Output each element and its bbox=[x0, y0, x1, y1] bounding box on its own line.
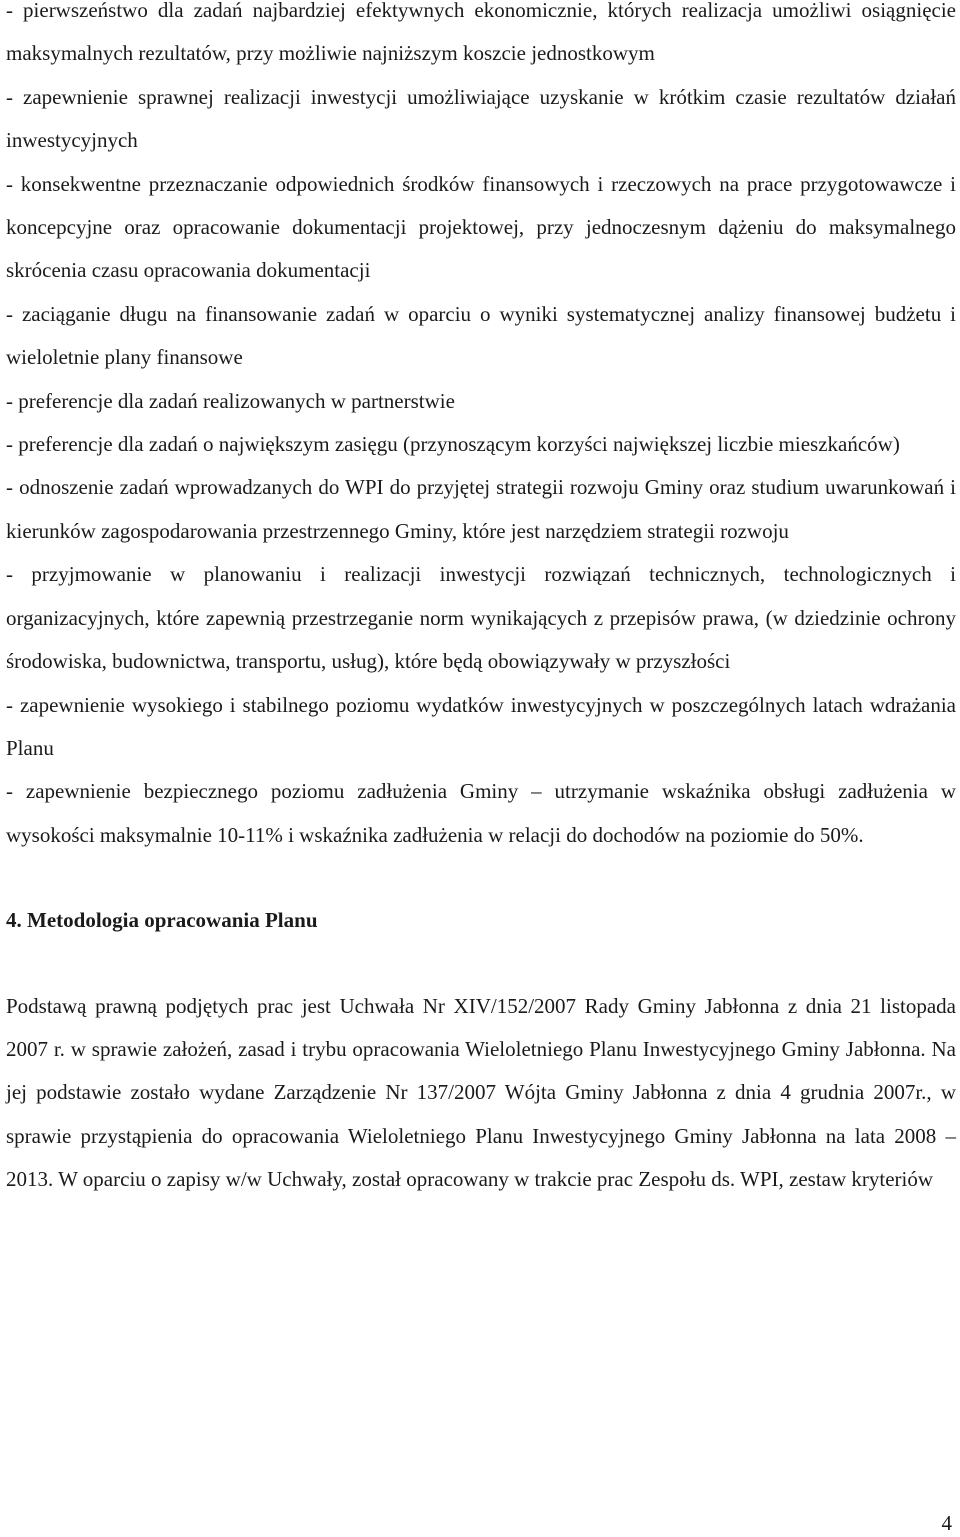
heading-spacer bbox=[6, 943, 956, 985]
page-number: 4 bbox=[941, 1511, 952, 1535]
priority-item: - pierwszeństwo dla zadań najbardziej efektywnych ekonomicznie, których realizacja umożliwi osiągnięcie maksymalnych rezultatów, przy możliwie najniższym koszcie jednostkowym bbox=[6, 0, 956, 66]
priority-item: - preferencje dla zadań o największym zasięgu (przynoszącym korzyści największej liczbie mieszkańców) bbox=[6, 432, 900, 457]
priority-item: - przyjmowanie w planowaniu i realizacji inwestycji rozwiązań technicznych, technologicznych i organizacyjnych, które zapewnią przestrzeganie norm wynikających z przepisów prawa, (w dziedzinie ochrony środowiska, budownictwa, transportu, usług), które będą obowiązywały w przyszłości bbox=[6, 562, 956, 674]
priority-item: - zapewnienie wysokiego i stabilnego poziomu wydatków inwestycyjnych w poszczególnych latach wdrażania Planu bbox=[6, 692, 956, 760]
priority-item: - preferencje dla zadań realizowanych w partnerstwie bbox=[6, 388, 455, 413]
priority-item: - konsekwentne przeznaczanie odpowiednich środków finansowych i rzeczowych na prace przygotowawcze i koncepcyjne oraz opracowanie dokumentacji projektowej, przy jednoczesnym dążeniu do maksymalnego skrócenia czasu opracowania dokumentacji bbox=[6, 171, 956, 283]
priority-item: - zapewnienie bezpiecznego poziomu zadłużenia Gminy – utrzymanie wskaźnika obsługi zadłużenia w wysokości maksymalnie 10-11% i wskaźnika zadłużenia w relacji do dochodów na poziomie do 50%. bbox=[6, 779, 956, 847]
section-heading: 4. Metodologia opracowania Planu bbox=[6, 908, 318, 933]
section-spacer bbox=[6, 857, 956, 899]
priority-item: - zapewnienie sprawnej realizacji inwestycji umożliwiające uzyskanie w krótkim czasie rezultatów działań inwestycyjnych bbox=[6, 84, 956, 153]
document-page bbox=[6, 0, 956, 1202]
priority-item: - odnoszenie zadań wprowadzanych do WPI do przyjętej strategii rozwoju Gminy oraz studium uwarunkowań i kierunków zagospodarowania przestrzennego Gminy, które jest narzędziem strategii rozwoju bbox=[6, 475, 956, 543]
section-paragraph: Podstawą prawną podjętych prac jest Uchwała Nr XIV/152/2007 Rady Gminy Jabłonna z dnia 21 listopada 2007 r. w sprawie założeń, zasad i trybu opracowania Wieloletniego Planu Inwestycyjnego Gminy Jabłonna. Na jej podstawie zostało wydane Zarządzenie Nr 137/2007 Wójta Gminy Jabłonna z dnia 4 grudnia 2007r., w sprawie przystąpienia do opracowania Wieloletniego Planu Inwestycyjnego Gminy Jabłonna na lata 2008 – 2013. W oparciu o zapisy w/w Uchwały, został opracowany w trakcie prac Zespołu ds. WPI, zestaw kryteriów bbox=[6, 993, 956, 1192]
priority-item: - zaciąganie długu na finansowanie zadań w oparciu o wyniki systematycznej analizy finansowej budżetu i wieloletnie plany finansowe bbox=[6, 301, 956, 370]
